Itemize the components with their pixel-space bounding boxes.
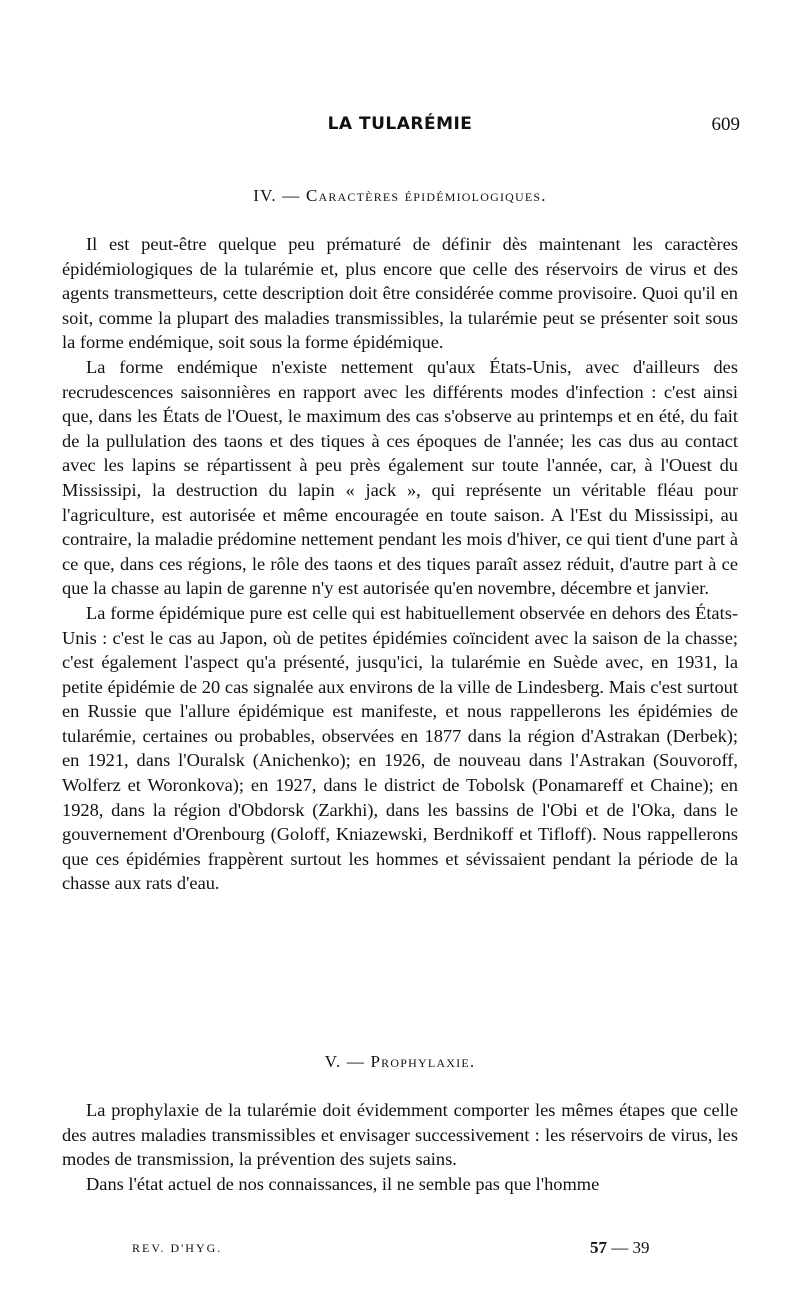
paragraph: La forme épidémique pure est celle qui est habituellement observée en dehors des États-Unis : c'est le cas au Japon, où de petites épidémies coïncident avec la saison de la chasse; c'est également l'aspect qu'a présenté, jusqu'ici, la tularémie en Suède avec, en 1931, la petite épidémie de 20 cas signalée aux environs de la ville de Lindesberg. Mais c'est surtout en Russie que l'allure épidémique est manifeste, et nous rappellerons les épidémies de tularémie, certaines ou probables, observées en 1877 dans la région d'Astrakan (Derbek); en 1921, dans l'Ouralsk (Anichenko); en 1926, de nouveau dans l'Astrakan (Souvoroff, Wolferz et Woronkova); en 1927, dans le district de Tobolsk (Ponamareff et Chaine); en 1928, dans la région d'Obdorsk (Zarkhi), dans les bassins de l'Obi et de l'Oka, dans le gouvernement d'Orenbourg (Goloff, Kniazewski, Berdnikoff et Tifloff). Nous rappellerons que ces épidémies frappèrent surtout les hommes et sévissaient pendant la période de la chasse aux rats d'eau. [62, 602, 738, 894]
section-title: Caractères épidémiologiques. [305, 186, 547, 205]
section-body-v [62, 1098, 738, 1196]
signature-sheet: 39 [632, 1238, 650, 1257]
running-head [60, 114, 740, 144]
paragraph: Il est peut-être quelque peu prématuré de définir dès maintenant les caractères épidémiologiques de la tularémie et, plus encore que celle des réservoirs de virus et des agents transmetteurs, cette description doit être considérée comme provisoire. Quoi qu'il en soit, comme la plupart des maladies transmissibles, la tularémie peut se présenter soit sous la forme endémique, soit sous la forme épidémique. [62, 234, 738, 353]
page-number: 609 [711, 114, 740, 135]
section-title: Prophylaxie. [370, 1052, 476, 1071]
paragraph: La forme endémique n'existe nettement qu'aux États-Unis, avec d'ailleurs des recrudescences saisonnières en rapport avec les différents modes d'infection : c'est ainsi que, dans les États de l'Ouest, le maximum des cas s'observe au printemps et en été, du fait de la pullulation des taons et des tiques à ces époques de l'année; les cas dus au contact avec les lapins se répartissent à peu près également sur toute l'année, car, à l'Ouest du Mississipi, la destruction du lapin « jack », qui représente un véritable fléau pour l'agriculture, est autorisée et même encouragée en toute saison. A l'Est du Mississipi, au contraire, la maladie prédomine nettement pendant les mois d'hiver, ce qui tient d'une part à ce que, dans ces régions, le rôle des taons et des tiques paraît assez réduit, d'autre part à ce que la chasse au lapin de garenne n'y est autorisée qu'en novembre, décembre et janvier. [62, 356, 738, 599]
section-body-iv [62, 232, 738, 896]
paragraph: Dans l'état actuel de nos connaissances, il ne semble pas que l'homme [86, 1173, 600, 1194]
signature-mark [590, 1238, 650, 1258]
section-heading-v [60, 1052, 740, 1072]
journal-abbreviation: REV. D'HYG. [132, 1241, 223, 1255]
section-heading-iv [60, 186, 740, 206]
section-number: V. — [324, 1052, 366, 1071]
signature-number: 57 [590, 1238, 607, 1257]
running-title: LA TULARÉMIE [327, 114, 473, 134]
page-footer [60, 1238, 740, 1262]
signature-dash: — [611, 1238, 629, 1257]
section-number: IV. — [253, 186, 301, 205]
paragraph: La prophylaxie de la tularémie doit évidemment comporter les mêmes étapes que celle des autres maladies transmissibles et envisager successivement : les réservoirs de virus, les modes de transmission, la prévention des sujets sains. [62, 1100, 738, 1170]
